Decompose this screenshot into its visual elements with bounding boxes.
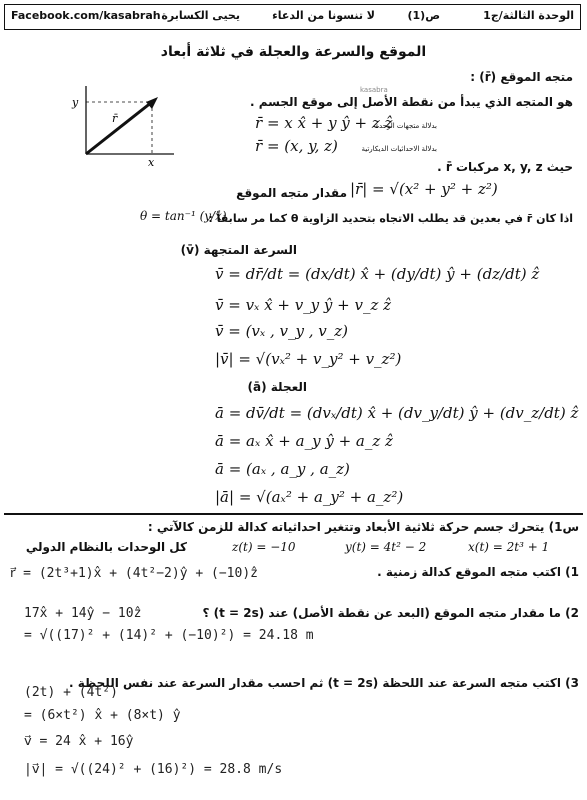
magnitude-label: مقدار متجه الموقع <box>236 186 347 200</box>
q1-text: 1) اكتب متجه الموقع كدالة زمنية . <box>377 565 579 579</box>
units-note: كل الوحدات بالنظام الدولي <box>25 540 187 554</box>
acceleration-eq-coord: ā = (aₓ , a_y , a_z) <box>215 460 350 478</box>
q3-text: 3) اكتب متجه السرعة عند اللحظة (t = 2s) ثم احسب مقدار السرعة عند نفس اللحظة . <box>68 676 579 690</box>
position-vector-arrow <box>86 102 152 154</box>
x-of-t: x(t) = 2t³ + 1 <box>468 540 550 554</box>
angle-eq: θ = tan⁻¹ (y/x) <box>140 209 227 223</box>
diagram-y-label: y <box>72 96 79 109</box>
dua-text: لا تنسونا من الدعاء <box>272 9 375 22</box>
position-heading: متجه الموقع (r̄) : <box>470 70 573 84</box>
velocity-eq-unit: v̄ = vₓ x̂ + v_y ŷ + v_z ẑ <box>215 296 392 314</box>
velocity-heading: السرعة المتجهة (v̄) <box>180 243 297 257</box>
position-magnitude-eq: |r̄| = √(x² + y² + z²) <box>350 180 498 198</box>
diagram-x-label: x <box>148 156 155 168</box>
q3-answer-line2: = (6×t²) x̂ + (8×t) ŷ <box>24 708 181 723</box>
facebook-link[interactable]: Facebook.com/kasabrah <box>11 9 161 22</box>
q1-answer: r⃗ = (2t³+1)x̂ + (4t²−2)ŷ + (−10)ẑ <box>10 566 258 581</box>
y-of-t: y(t) = 4t² − 2 <box>345 540 427 554</box>
q3-answer-line3: v⃗ = 24 x̂ + 16ŷ <box>24 734 134 749</box>
acceleration-eq-derivative: ā = dv̄/dt = (dvₓ/dt) x̂ + (dv_y/dt) ŷ + (dv_z/dt) ẑ <box>215 404 579 422</box>
question-intro: س1) يتحرك جسم حركة ثلاثية الأبعاد وتتغير احداثياته كدالة للزمن كالآتي : <box>147 520 579 534</box>
acceleration-heading: العجلة (ā) <box>247 380 307 394</box>
author-name: يحيى الكسابرة <box>161 9 240 22</box>
unit-label: الوحدة الثالثة/ج1 <box>483 9 574 22</box>
q3-answer-line1: (2t) + (4t²) <box>24 685 118 700</box>
acceleration-eq-unit: ā = aₓ x̂ + a_y ŷ + a_z ẑ <box>215 432 393 450</box>
velocity-eq-coord: v̄ = (vₓ , v_y , v_z) <box>215 322 349 340</box>
page-title: الموقع والسرعة والعجلة في ثلاثة أبعاد <box>160 44 427 60</box>
page-number: ص(1) <box>407 9 440 22</box>
z-of-t: z(t) = −10 <box>232 540 296 554</box>
acceleration-eq-magnitude: |ā| = √(aₓ² + a_y² + a_z²) <box>215 488 404 506</box>
cartesian-note: بدلالة الاحداثيات الديكارتية <box>361 145 437 153</box>
q2-answer-line1: 17x̂ + 14ŷ − 10ẑ <box>24 606 142 621</box>
page-header <box>4 4 581 30</box>
angle-text: اذا كان r̄ في بعدين قد يطلب الاتجاه بتحديد الزاوية θ كما مر سابقاً : <box>208 212 573 225</box>
q2-text: 2) ما مقدار متجه الموقع (البعد عن نقطة الأصل) عند (t = 2s) ؟ <box>202 606 579 620</box>
unit-vectors-note: بدلالة متجهات الوحدة <box>375 122 437 130</box>
velocity-eq-derivative: v̄ = dr̄/dt = (dx/dt) x̂ + (dy/dt) ŷ + (dz/dt) ẑ <box>215 265 540 283</box>
q2-answer-line2: = √((17)² + (14)² + (−10)²) = 24.18 m <box>24 628 314 643</box>
q3-answer-line4: |v⃗| = √((24)² + (16)²) = 28.8 m/s <box>24 762 283 777</box>
position-unit-eq: r̄ = x x̂ + y ŷ + z ẑ <box>255 114 393 132</box>
watermark: kasabra <box>360 86 388 94</box>
components-text: حيث x, y, z مركبات r̄ . <box>437 160 573 174</box>
section-divider <box>4 513 583 515</box>
position-coord-eq: r̄ = (x, y, z) <box>255 137 338 155</box>
position-vector-diagram <box>68 82 178 168</box>
diagram-vector-label: r̄ <box>112 112 118 125</box>
velocity-eq-magnitude: |v̄| = √(vₓ² + v_y² + v_z²) <box>215 350 402 368</box>
position-definition: هو المتجه الذي يبدأ من نقطة الأصل إلى موقع الجسم . <box>249 95 573 109</box>
